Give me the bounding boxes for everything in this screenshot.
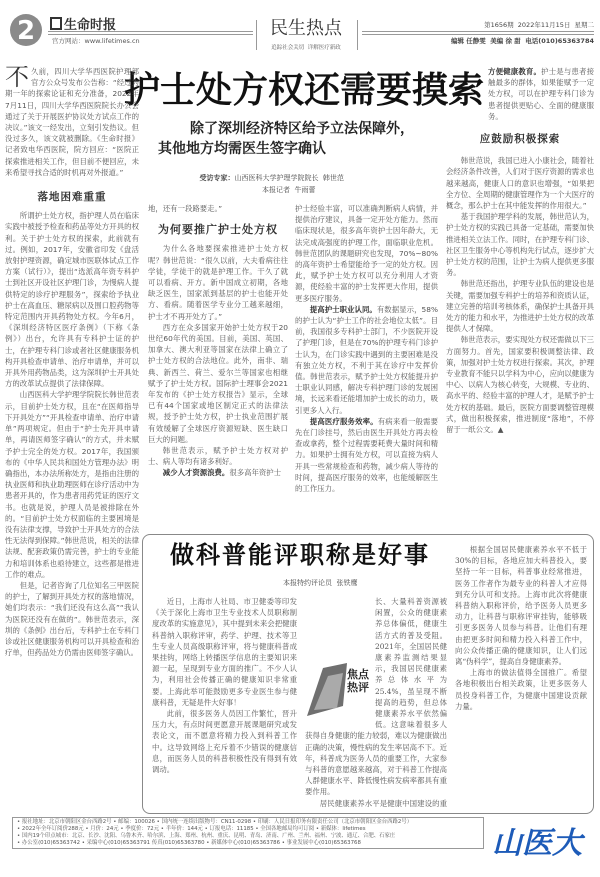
- right-column: 方便健康教育。护士是与患者接触最多的群体，如果能赋予一定处方权，可以在护理专科门诊为患者提供更贴心、全面的健康服务。 应鼓励积极探索 韩世范说，我国已进入小康社会，随着社会经济条件改善，人们对于医疗资源的需求也越来越高，健康人口的意识也增强，“如果把全方位、全周期的健康管理作为一个大医疗的概念，那么护士在其中能发挥的作用很大。” 基于我国护理学科的发展，韩世范认为，护士处方权的实践已具备一定基础，需要加快推进相关立法工作。同时，在护理专科门诊、社区卫生服务中心等机构先行试点，逐步扩大护士处方权的范围，让护士为病人提供更多服务。 韩世范还指出，护理专业队伍的建设也是关键，需要加强专科护士的培养和资质认证，建立完善的培训考核体系，确保护士具备开具处方的能力和水平，为推进护士处方权的改革提供人才保障。 韩世范表示，要实现处方权还需做以下三方面努力。首先，国家要积极调整法律、政策，加强对护士处方权进行探索。其次，护理专业教育不能只以学科为中心，应向以健康为中心、以病人为核心转变，大规模、专业的、高水平的、经验丰富的护理人才，是赋予护士处方权的基础。最后，医院方面要调整管理模式，做出积极探索，推进制度“落地”，不停留于一纸公文。▲: [446, 67, 594, 435]
- commentary-byline: 本报特约评论员 张铁鹰: [283, 579, 358, 587]
- byline: 本报记者 牛雨蕾: [262, 186, 316, 194]
- paragraph: 所谓护士处方权，指护理人员在临床实践中被授予检查和药品等处方开具的权利。关于护士处方权的探索，此前就有过。例如，2017年，安徽省印发《盘活放射护理资源，确定城市医联体试点工作方案（试行）》，提出“选派高年资专科护士到社区开设社区护理门诊，为慢病人提供特定的诊疗护理服务”，探索给予执业护士在高血压、糖尿病以及围口腔药物等特定范围内开具药物处方权。今年6月，《深圳经济特区医疗条例》（下称《条例》）出台，允许具有专科护士证的护士，在护理专科门诊或者社区健康服务机构开具检查申请单、治疗申请单，并可以开具外用药物品类，这为深圳护士开具处方的改革试点提供了法律保障。: [5, 211, 139, 389]
- middle-column-1: 地，还有一段路要走。” 为何要推广护士处方权 为什么各地要探索推进护士处方权呢？韩世范说：“很久以前，大夫看病往往学徒，学徒干的就是护理工作。干久了就可以看病、开方。新中国成立初期，各地缺乏医生，国家派到基层的护士也能开处方、看病。随着医学专业分工越来越细，护士才不再开处方了。” 西方在众多国家开始护士处方权于20世纪60年代的美国。目前，美国、英国、加拿大、澳大利亚等国家在法律上确立了护士处方权的合法地位。此外，南非、瑞典、新西兰、荷兰、爱尔兰等国家也相继赋予了护士处方权。国际护士理事会2021年发布的《护士处方权报告》显示，全球已有44个国家或地区制定正式的法律法规，授予护士处方权，护士执业范围扩展有效缓解了全球医疗资源短缺、医生缺口巨大的问题。 韩世范表示，赋予护士处方权对护士、病人等均有诸多利好。 减少人才资源浪费。很多高年资护士: [148, 204, 288, 478]
- focus-commentary-image: 焦点 热评: [305, 658, 371, 720]
- issue-info: 第1656期 2022年11月15日 星期二: [484, 21, 594, 29]
- section-title: 民生热点: [270, 18, 342, 39]
- middle-column-2: 护士经验丰富，可以准确判断病人病情，并提供治疗建议，具备一定开处方能力。然而临床现状是，很多高年资护士因年龄大，无法完成高强度的护理工作，面临职业危机。韩世范团队的课题研究也发现，70%~80%的高年资护士希望能给予一定的处方权。因此，赋予护士处方权可以充分利用人才资源，使经验丰富的护士发挥更大作用，提供更多医疗服务。 提高护士职业认同。有数据显示，58%的护士认为“护士工作的社会地位太低”。目前，我国很多专科护士部门，不少医院开设了护理门诊，但是在70%的护理专科门诊护士认为，在门诊实践中遇到的主要困难是没有独立处方权，不利于其在诊疗中发挥价值。韩世范表示，赋予护士处方权能提升护士职业认同感，解决专科护理门诊的发展困境，长远来看还能增加护士成长的动力，吸引更多人入行。 提高医疗服务效率。有病来看一般需要先在门诊挂号，然后由医生开具处方再去检查或拿药，整个过程需要耗费大量时间和精力。如果护士拥有处方权，可以直接为病人开具一些常规检查和药物，减少病人等待的时间，提高医疗服务的效率，也能缓解医生的工作压力。: [295, 204, 438, 494]
- commentary-column-3: 根据全国居民健康素养水平不低于30%的目标，各地应加大科普投入，要坚持一年一目标，科普事业经常推进，医务工作者作为最专业的科普人才应得到充分认可和支持。上海市此次将健康科普纳入职称评价，给予医务人员更多动力，让科普与职称评审挂钩，能够吸引更多医务人员参与科普。让他们有理由把更多时间和精力投入科普工作中，向公众传播正确的健康知识，让人们远离“伪科学”，提高自身健康素养。 上海市的做法值得全国推广。希望各地积极出台相关政策，让更多医务人员投身科普工作，为健康中国建设贡献力量。: [455, 545, 587, 711]
- logo-text: 生命时报: [64, 18, 117, 33]
- subhead-why-promote: 为何要推广护士处方权: [158, 223, 278, 237]
- logo-square-icon: [50, 17, 62, 30]
- commentary-column-2: 焦点 热评 长、大量科普资源被闲置，公众的健康素养总体偏低，健康生活方式的普及受阻。2021年，全国居民健康素养监测结果显示，我国居民健康素养总体水平为25.4%，虽呈现不断提高的趋势，但总体健康素养水平依然偏低。这意味着很多人获得自身健康的能力较弱，难以为健康做出正确的决策，慢性病的发生率居高不下。近年，科普成为医务人员的重要工作，大家参与科普的意愿越来越高，对于科普工作提高人群健康水平、降低慢性病发病率都具有重要作用。 居民健康素养水平是健康中国建设的重: [305, 597, 447, 808]
- subhead-encourage-exploration: 应鼓励积极探索: [479, 133, 561, 146]
- main-headline: 护士处方权还需要摸索: [123, 70, 484, 111]
- drop-cap: 不: [5, 66, 29, 91]
- subheadline-2: 其他地方均需医生签字确认: [158, 141, 326, 157]
- footer-info-box: • 报社地址：北京市朝阳区金台西路2号 • 邮编：100026 • 国内统一连续出版物号：CN11-0298 • 印刷：人民日报印务有限责任公司（北京市朝阳区金台西路2号） • 2022年全年订阅价288元 • 月价：24元 • 季度价：72元 • 半年价：144元 • 订报电话：11185 • 全国各地邮局均可订阅 • 新媒体：lifetimes • 国内19个印点城市：北京、长沙、沈阳、乌鲁木齐、哈尔滨、上海、郑州、杭州、重庆、昆明、青岛、济南、广州、兰州、福州、宁波、通辽、合肥、石家庄 • 办公室(010)65363742 • 采编中心(010)65363791 传真(010)65363780 • 新媒体中心(010)65363786 • 事业发展中心(010)65363768: [12, 817, 484, 849]
- subhead-landing-difficulties: 落地困难重重: [37, 191, 107, 204]
- watermark-logo: 山医大: [492, 826, 582, 861]
- subheadline-1: 除了深圳经济特区给予立法保障外，: [190, 121, 414, 137]
- expert-line: 受访专家：山西医科大学护理学院院长 韩世范: [199, 174, 344, 182]
- left-column: [5, 66, 139, 814]
- website: 官方网站：www.lifetimes.cn: [52, 37, 140, 45]
- commentary-column-1: 近日，上海市人社局、市卫健委等印发《关于深化上海市卫生专业技术人员职称制度改革的实施意见》，其中提到未来会把健康科普纳入职称评审，药学、护理、技术等卫生专业人员高级职称评审，将与健康科普成果挂钩，网络上转播医学信息的主要知识来源一起，呈现到专业方面的推广。不少人认为，利用社会传播正确的健康知识非常重要。上海此举可能鼓励更多专业医生参与健康科普，无疑是件大好事！ 此前，很多医务人员因工作繁忙，晋升压力大，有点时间更愿意开展课题研究或发表论文，而不愿意将精力投入到科普工作中。这导致网络上充斥着不少错误的健康信息，而医务人员的科普积极性没有得到有效调动。: [152, 597, 297, 775]
- commentary-headline: 做科普能评职称是好事: [170, 541, 430, 569]
- section-slogan: 追踪社会关切 详解医疗新政: [271, 45, 341, 51]
- paragraph: 但是，记者咨询了几位知名三甲医院的护士，了解到开具处方权的落地情况，她们均表示：“我们还没有这么高”“我认为医院还没有在做的”。韩世范表示，深圳的《条例》出台后，专科护士在专科门诊或社区健康服务机构可以开具检查和治疗单，但药品处方仍需由医师签字确认。: [5, 580, 139, 658]
- paragraph: 不久前，四川大学华西医院护理部官方公众号发布公告称：“经过为期一年的探索论证和充分准备，2022年7月11日，四川大学华西医院院长办公会通过了关于开展医护协议处方试点工作的决议。”该文一经发出，立刻引发热议。但没过多久，该文就被删除。《生命时报》记者致电华西医院，院方回应：“医院正探索推进相关工作，但目前不便回应，未来希望寻找合适的时机再对外报道。”: [5, 66, 139, 177]
- editor-info: 编辑 任静雯 美编 徐 甜 电话(010)65363784: [450, 37, 594, 45]
- paragraph: 山西医科大学护理学院院长韩世范表示，目前护士处方权，且在“在医师指导下开具处方”“开具检查申请单、治疗申请单”两项规定。但由于“护士先开具申请单，再请医师签字确认”的方式，并未赋予护士完全的处方权。2017年，我国颁布的《中华人民共和国处方管理办法》明确指出，本办法所称处方，是指由注册的执业医师和执业助理医师在诊疗活动中为患者开具的，作为患者用药凭证的医疗文书。也就是说，护理人员是被排除在外的。“目前护士处方权面临的主要困境是没有法律支撑，导致护士开具处方的合法性无法得到保障。”韩世范说，相关的法律法规、配套政策仍需完善，护士的专业能力和培训体系也亟待建立，这些都是推进工作的难点。: [5, 390, 139, 579]
- page-number-badge: 2: [10, 14, 42, 46]
